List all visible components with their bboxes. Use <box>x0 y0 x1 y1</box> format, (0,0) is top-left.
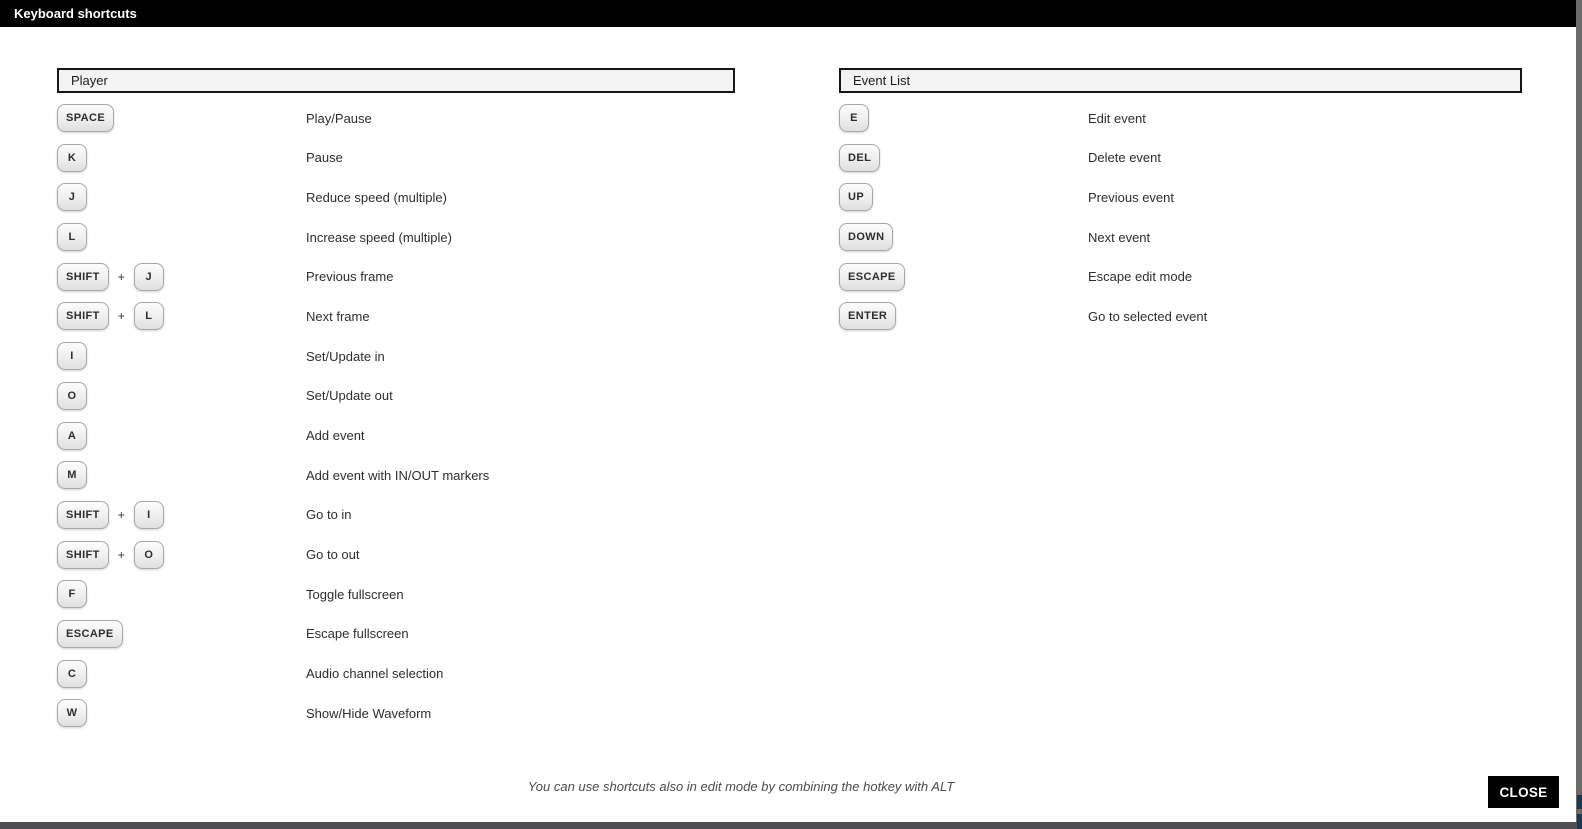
shortcut-keys <box>57 183 306 211</box>
keycap: SHIFT <box>57 263 109 291</box>
shortcut-description: Next frame <box>306 308 370 324</box>
shortcut-row <box>57 382 735 410</box>
shortcut-keys <box>57 302 306 330</box>
shortcut-row <box>839 104 1522 132</box>
shortcut-description: Pause <box>306 150 343 166</box>
shortcut-description: Toggle fullscreen <box>306 586 404 602</box>
shortcut-row <box>839 144 1522 172</box>
keycap: DOWN <box>839 223 893 251</box>
shortcut-keys <box>57 699 306 727</box>
keycap: SPACE <box>57 104 114 132</box>
keycap: L <box>57 223 87 251</box>
shortcut-description: Previous frame <box>306 269 394 285</box>
keycap: W <box>57 699 87 727</box>
shortcut-description: Set/Update out <box>306 388 393 404</box>
shortcut-row <box>57 422 735 450</box>
shortcut-row <box>57 461 735 489</box>
keycap: C <box>57 660 87 688</box>
shortcut-row <box>839 263 1522 291</box>
shortcut-keys <box>57 263 306 291</box>
shortcut-description: Go to selected event <box>1088 308 1208 324</box>
shortcut-row <box>57 620 735 648</box>
shortcut-row <box>839 223 1522 251</box>
shortcut-description: Escape fullscreen <box>306 626 409 642</box>
event-list-section <box>839 68 1522 342</box>
bottom-bar <box>0 822 1582 829</box>
keycap: SHIFT <box>57 501 109 529</box>
keycap: J <box>134 263 164 291</box>
shortcut-keys <box>57 144 306 172</box>
shortcut-row <box>57 541 735 569</box>
shortcut-keys <box>57 620 306 648</box>
close-button[interactable]: CLOSE <box>1488 776 1559 808</box>
shortcut-description: Go to in <box>306 507 352 523</box>
shortcut-row <box>57 223 735 251</box>
shortcut-description: Add event <box>306 428 365 443</box>
shortcut-description: Delete event <box>1088 150 1161 166</box>
dialog-titlebar <box>0 0 1576 27</box>
keycap: DEL <box>839 144 880 172</box>
keycap: J <box>57 183 87 211</box>
keycap: E <box>839 104 869 132</box>
player-section <box>57 68 735 739</box>
keycap: UP <box>839 183 873 211</box>
navy-accent-top <box>1577 795 1582 809</box>
shortcut-row <box>57 302 735 330</box>
shortcut-description: Previous event <box>1088 189 1174 205</box>
dialog-title: Keyboard shortcuts <box>14 6 137 21</box>
plus-separator: + <box>117 547 125 562</box>
keycap: A <box>57 422 87 450</box>
shortcut-row <box>839 302 1522 330</box>
keycap: SHIFT <box>57 541 109 569</box>
shortcut-description: Next event <box>1088 229 1151 245</box>
plus-separator: + <box>117 507 125 522</box>
event-list-section-header: Event List <box>839 68 1522 93</box>
shortcut-keys <box>57 541 306 569</box>
player-section-header: Player <box>57 68 735 93</box>
shortcut-row <box>839 183 1522 211</box>
shortcut-description: Escape edit mode <box>1088 269 1193 285</box>
keycap: SHIFT <box>57 302 109 330</box>
shortcut-row <box>57 501 735 529</box>
shortcut-keys <box>839 183 1088 211</box>
shortcut-description: Set/Update in <box>306 348 385 364</box>
shortcut-description: Go to out <box>306 547 360 563</box>
shortcut-row <box>57 104 735 132</box>
shortcut-row <box>57 183 735 211</box>
shortcut-keys <box>839 104 1088 132</box>
shortcut-keys <box>839 144 1088 172</box>
keycap: L <box>134 302 164 330</box>
keycap: K <box>57 144 87 172</box>
keycap: I <box>57 342 87 370</box>
shortcut-description: Increase speed (multiple) <box>306 229 452 245</box>
footer-note: You can use shortcuts also in edit mode by combining the hotkey with ALT <box>527 779 955 794</box>
shortcut-keys <box>57 660 306 688</box>
player-shortcut-rows <box>57 104 735 727</box>
navy-accent-bottom <box>1577 814 1582 829</box>
keycap: I <box>134 501 164 529</box>
right-scrollbar-strip[interactable] <box>1576 0 1582 822</box>
keycap: ESCAPE <box>57 620 123 648</box>
keycap: M <box>57 461 87 489</box>
shortcut-row <box>57 660 735 688</box>
shortcut-row <box>57 144 735 172</box>
shortcut-keys <box>57 223 306 251</box>
shortcut-keys <box>57 501 306 529</box>
shortcut-keys <box>57 382 306 410</box>
shortcut-description: Play/Pause <box>306 110 372 126</box>
shortcut-keys <box>57 104 306 132</box>
keycap: F <box>57 580 87 608</box>
shortcut-description: Reduce speed (multiple) <box>306 189 447 205</box>
shortcut-keys <box>57 342 306 370</box>
shortcut-keys <box>839 263 1088 291</box>
shortcut-description: Audio channel selection <box>306 666 444 682</box>
event-list-shortcut-rows <box>839 104 1522 330</box>
keycap: ENTER <box>839 302 896 330</box>
shortcut-row <box>57 580 735 608</box>
keycap: O <box>57 382 87 410</box>
shortcut-description: Edit event <box>1088 110 1146 126</box>
shortcut-description: Add event with IN/OUT markers <box>306 467 490 483</box>
plus-separator: + <box>117 309 125 324</box>
keycap: ESCAPE <box>839 263 905 291</box>
shortcut-row <box>57 699 735 727</box>
shortcut-row <box>57 342 735 370</box>
shortcut-keys <box>57 461 306 489</box>
shortcut-keys <box>839 302 1088 330</box>
shortcut-row <box>57 263 735 291</box>
keycap: O <box>134 541 164 569</box>
plus-separator: + <box>117 269 125 284</box>
shortcut-keys <box>839 223 1088 251</box>
shortcut-keys <box>57 422 306 450</box>
shortcut-description: Show/Hide Waveform <box>306 705 432 721</box>
shortcut-keys <box>57 580 306 608</box>
